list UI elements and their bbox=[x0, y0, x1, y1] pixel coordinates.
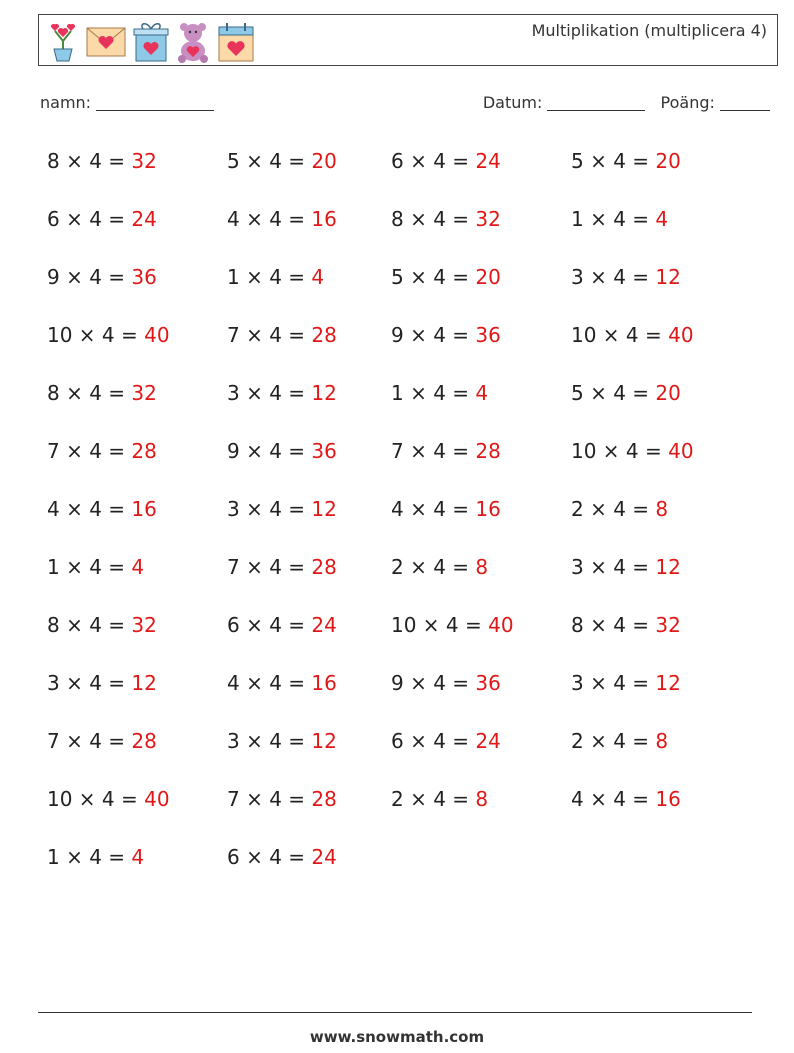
problem-answer: 16 bbox=[475, 497, 501, 521]
name-label: namn: bbox=[40, 93, 92, 112]
problem-question: 5 × 4 = bbox=[391, 265, 476, 289]
problem-item bbox=[47, 671, 157, 695]
problem-question: 10 × 4 = bbox=[47, 323, 145, 347]
problem-item bbox=[227, 323, 337, 347]
problem-item bbox=[391, 439, 501, 463]
problem-answer: 12 bbox=[311, 729, 337, 753]
problem-question: 6 × 4 = bbox=[227, 613, 312, 637]
problem-answer: 8 bbox=[475, 555, 489, 579]
problem-item bbox=[571, 323, 694, 347]
problem-question: 2 × 4 = bbox=[571, 497, 656, 521]
problem-answer: 36 bbox=[475, 671, 501, 695]
name-blank[interactable] bbox=[96, 96, 214, 111]
problem-question: 1 × 4 = bbox=[227, 265, 312, 289]
problem-question: 4 × 4 = bbox=[47, 497, 132, 521]
problem-item bbox=[391, 613, 514, 637]
problem-answer: 40 bbox=[488, 613, 514, 637]
problem-answer: 32 bbox=[131, 613, 157, 637]
problem-question: 10 × 4 = bbox=[571, 439, 669, 463]
problem-answer: 16 bbox=[311, 671, 337, 695]
problem-question: 7 × 4 = bbox=[227, 323, 312, 347]
problem-question: 4 × 4 = bbox=[227, 671, 312, 695]
problem-question: 3 × 4 = bbox=[47, 671, 132, 695]
problem-question: 8 × 4 = bbox=[391, 207, 476, 231]
problem-answer: 28 bbox=[131, 439, 157, 463]
problem-question: 7 × 4 = bbox=[227, 787, 312, 811]
problem-answer: 8 bbox=[655, 497, 669, 521]
problem-question: 5 × 4 = bbox=[571, 149, 656, 173]
problem-item bbox=[571, 149, 681, 173]
problem-answer: 24 bbox=[131, 207, 157, 231]
problem-answer: 4 bbox=[311, 265, 325, 289]
problem-item bbox=[47, 845, 144, 869]
problem-question: 6 × 4 = bbox=[227, 845, 312, 869]
problem-item bbox=[571, 729, 668, 753]
problem-item bbox=[391, 671, 501, 695]
problem-item bbox=[391, 323, 501, 347]
flower-pot-icon bbox=[47, 19, 79, 63]
footer-url: www.snowmath.com bbox=[309, 1028, 485, 1046]
problem-item bbox=[47, 439, 157, 463]
problem-answer: 16 bbox=[655, 787, 681, 811]
problem-item bbox=[391, 729, 501, 753]
problem-item bbox=[391, 207, 501, 231]
problem-question: 6 × 4 = bbox=[47, 207, 132, 231]
problem-question: 7 × 4 = bbox=[47, 439, 132, 463]
heart-calendar-icon bbox=[217, 19, 255, 63]
problem-item bbox=[571, 671, 681, 695]
problem-answer: 16 bbox=[311, 207, 337, 231]
problem-question: 2 × 4 = bbox=[391, 787, 476, 811]
problem-item bbox=[227, 613, 337, 637]
gift-box-icon bbox=[133, 19, 169, 63]
problem-question: 9 × 4 = bbox=[47, 265, 132, 289]
problem-question: 9 × 4 = bbox=[227, 439, 312, 463]
problem-item bbox=[227, 555, 337, 579]
problem-question: 4 × 4 = bbox=[571, 787, 656, 811]
problem-question: 10 × 4 = bbox=[391, 613, 489, 637]
problem-answer: 20 bbox=[655, 149, 681, 173]
problem-answer: 36 bbox=[311, 439, 337, 463]
problem-item bbox=[391, 381, 488, 405]
problem-question: 10 × 4 = bbox=[571, 323, 669, 347]
problem-answer: 24 bbox=[475, 149, 501, 173]
problem-answer: 12 bbox=[655, 265, 681, 289]
problem-question: 7 × 4 = bbox=[47, 729, 132, 753]
problem-answer: 36 bbox=[131, 265, 157, 289]
date-label: Datum: bbox=[482, 93, 543, 112]
footer-divider bbox=[38, 1012, 752, 1013]
problem-item bbox=[391, 265, 501, 289]
problem-answer: 36 bbox=[475, 323, 501, 347]
problem-item bbox=[571, 207, 668, 231]
problem-question: 2 × 4 = bbox=[391, 555, 476, 579]
problem-question: 1 × 4 = bbox=[571, 207, 656, 231]
problem-question: 8 × 4 = bbox=[47, 613, 132, 637]
problem-item bbox=[391, 497, 501, 521]
problem-item bbox=[47, 787, 170, 811]
problem-question: 5 × 4 = bbox=[571, 381, 656, 405]
problem-answer: 12 bbox=[311, 381, 337, 405]
teddy-bear-icon bbox=[175, 19, 211, 63]
problem-item bbox=[227, 671, 337, 695]
problem-question: 9 × 4 = bbox=[391, 671, 476, 695]
problem-question: 4 × 4 = bbox=[227, 207, 312, 231]
problem-question: 7 × 4 = bbox=[227, 555, 312, 579]
problem-question: 1 × 4 = bbox=[47, 845, 132, 869]
problem-answer: 8 bbox=[475, 787, 489, 811]
problem-item bbox=[47, 149, 157, 173]
problem-question: 1 × 4 = bbox=[47, 555, 132, 579]
problem-item bbox=[227, 149, 337, 173]
problem-question: 8 × 4 = bbox=[47, 381, 132, 405]
date-blank[interactable] bbox=[547, 96, 645, 111]
problem-question: 3 × 4 = bbox=[571, 555, 656, 579]
problem-item bbox=[227, 729, 337, 753]
problem-answer: 8 bbox=[655, 729, 669, 753]
problem-answer: 24 bbox=[311, 613, 337, 637]
problem-question: 8 × 4 = bbox=[47, 149, 132, 173]
worksheet-header bbox=[38, 14, 778, 66]
header-icons bbox=[47, 19, 255, 63]
problem-item bbox=[47, 381, 157, 405]
problem-item bbox=[227, 439, 337, 463]
problem-item bbox=[47, 555, 144, 579]
problem-answer: 20 bbox=[311, 149, 337, 173]
problem-answer: 4 bbox=[131, 555, 145, 579]
problem-answer: 12 bbox=[655, 555, 681, 579]
problem-answer: 28 bbox=[311, 323, 337, 347]
date-score-fields bbox=[483, 93, 770, 112]
problem-item bbox=[391, 787, 488, 811]
problem-item bbox=[571, 787, 681, 811]
problem-question: 3 × 4 = bbox=[571, 265, 656, 289]
worksheet-title: Multiplikation (multiplicera 4) bbox=[531, 21, 767, 40]
problem-question: 10 × 4 = bbox=[47, 787, 145, 811]
problem-item bbox=[47, 207, 157, 231]
love-letter-icon bbox=[85, 19, 127, 63]
problem-item bbox=[227, 787, 337, 811]
problem-item bbox=[571, 613, 681, 637]
problem-answer: 28 bbox=[475, 439, 501, 463]
problem-item bbox=[47, 323, 170, 347]
name-field bbox=[40, 93, 214, 112]
problem-item bbox=[227, 845, 337, 869]
problem-answer: 4 bbox=[131, 845, 145, 869]
problem-answer: 20 bbox=[475, 265, 501, 289]
problem-answer: 28 bbox=[311, 787, 337, 811]
problem-question: 6 × 4 = bbox=[391, 149, 476, 173]
problem-answer: 12 bbox=[131, 671, 157, 695]
problem-question: 9 × 4 = bbox=[391, 323, 476, 347]
problem-item bbox=[391, 149, 501, 173]
problem-question: 4 × 4 = bbox=[391, 497, 476, 521]
problem-item bbox=[571, 555, 681, 579]
problem-question: 8 × 4 = bbox=[571, 613, 656, 637]
problem-answer: 28 bbox=[311, 555, 337, 579]
score-label: Poäng: bbox=[660, 93, 715, 112]
problem-question: 5 × 4 = bbox=[227, 149, 312, 173]
problem-item bbox=[47, 613, 157, 637]
problem-item bbox=[47, 265, 157, 289]
problem-question: 3 × 4 = bbox=[571, 671, 656, 695]
problem-item bbox=[47, 497, 157, 521]
problem-question: 7 × 4 = bbox=[391, 439, 476, 463]
problem-answer: 12 bbox=[655, 671, 681, 695]
problem-answer: 32 bbox=[475, 207, 501, 231]
problem-item bbox=[571, 381, 681, 405]
problem-question: 1 × 4 = bbox=[391, 381, 476, 405]
problem-answer: 24 bbox=[311, 845, 337, 869]
problem-item bbox=[391, 555, 488, 579]
problem-answer: 32 bbox=[131, 381, 157, 405]
problem-question: 3 × 4 = bbox=[227, 381, 312, 405]
problem-question: 2 × 4 = bbox=[571, 729, 656, 753]
score-blank[interactable] bbox=[720, 96, 770, 111]
problem-item bbox=[227, 381, 337, 405]
problem-answer: 12 bbox=[311, 497, 337, 521]
problem-item bbox=[571, 439, 694, 463]
problem-item bbox=[227, 207, 337, 231]
problem-answer: 24 bbox=[475, 729, 501, 753]
problem-answer: 28 bbox=[131, 729, 157, 753]
problem-item bbox=[227, 497, 337, 521]
problem-answer: 40 bbox=[668, 439, 694, 463]
problem-question: 3 × 4 = bbox=[227, 729, 312, 753]
problem-answer: 32 bbox=[655, 613, 681, 637]
problem-answer: 40 bbox=[668, 323, 694, 347]
problem-answer: 20 bbox=[655, 381, 681, 405]
problem-item bbox=[227, 265, 324, 289]
problem-answer: 4 bbox=[475, 381, 489, 405]
problem-answer: 32 bbox=[131, 149, 157, 173]
problem-answer: 40 bbox=[144, 323, 170, 347]
problem-answer: 4 bbox=[655, 207, 669, 231]
problem-item bbox=[571, 265, 681, 289]
problem-answer: 16 bbox=[131, 497, 157, 521]
problem-question: 6 × 4 = bbox=[391, 729, 476, 753]
problem-question: 3 × 4 = bbox=[227, 497, 312, 521]
problem-item bbox=[47, 729, 157, 753]
problem-item bbox=[571, 497, 668, 521]
problem-answer: 40 bbox=[144, 787, 170, 811]
